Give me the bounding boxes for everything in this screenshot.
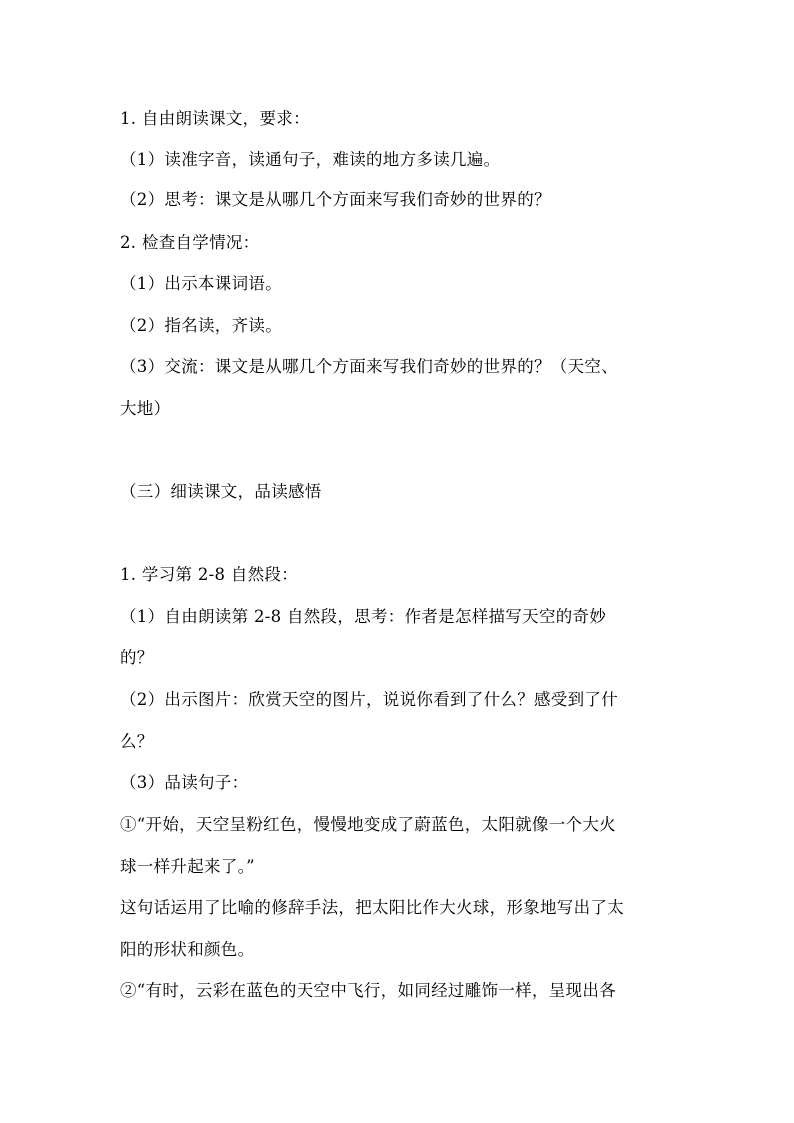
- step-1-item-2: （2）思考：课文是从哪几个方面来写我们奇妙的世界的？: [120, 190, 551, 209]
- study-item-1-cont: 的？: [120, 648, 154, 667]
- step-2-item-2: （2）指名读，齐读。: [120, 316, 282, 335]
- study-item-3: （3）品读句子：: [120, 773, 249, 792]
- step-2-item-1: （1）出示本课词语。: [120, 274, 282, 293]
- study-heading: 1. 学习第 2-8 自然段：: [120, 565, 299, 584]
- step-2-heading: 2. 检查自学情况：: [120, 233, 260, 252]
- sentence-2: ②“有时，云彩在蓝色的天空中飞行，如同经过雕饰一样，呈现出各: [120, 981, 616, 1000]
- step-2-item-3-cont: 大地）: [120, 399, 171, 418]
- sentence-1-analysis: 这句话运用了比喻的修辞手法，把太阳比作大火球，形象地写出了太: [120, 898, 624, 917]
- section-heading: （三）细读课文，品读感悟: [120, 482, 322, 501]
- sentence-1: ①“开始，天空呈粉红色，慢慢地变成了蔚蓝色，太阳就像一个大火: [120, 815, 616, 834]
- sentence-1-cont: 球一样升起来了。”: [120, 857, 255, 876]
- step-1-item-1: （1）读准字音，读通句子，难读的地方多读几遍。: [120, 150, 501, 169]
- step-1-heading: 1. 自由朗读课文，要求：: [120, 109, 310, 128]
- step-2-item-3: （3）交流：课文是从哪几个方面来写我们奇妙的世界的？（天空、: [120, 357, 618, 376]
- study-item-2: （2）出示图片：欣赏天空的图片，说说你看到了什么？感受到了什: [120, 690, 618, 709]
- sentence-1-analysis-cont: 阳的形状和颜色。: [120, 940, 255, 959]
- study-item-2-cont: 么？: [120, 732, 154, 751]
- study-item-1: （1）自由朗读第 2-8 自然段，思考：作者是怎样描写天空的奇妙: [120, 607, 607, 626]
